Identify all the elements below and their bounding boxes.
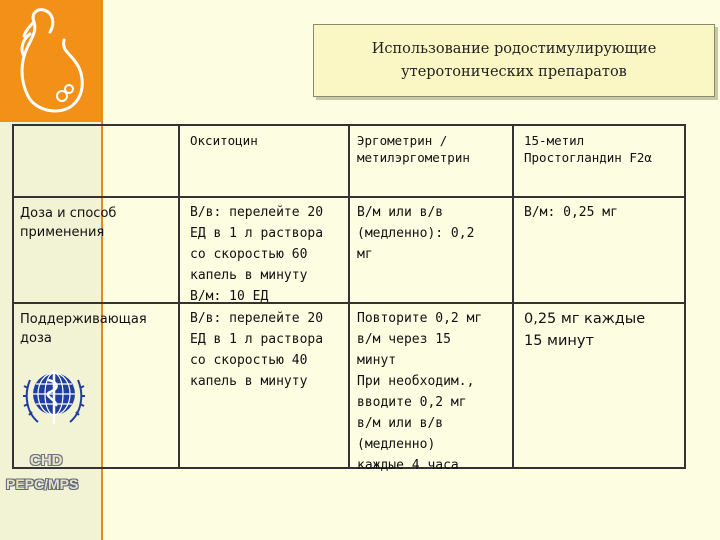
cell-line: в/м через 15: [357, 332, 451, 347]
cell-line: ЕД в 1 л раствора: [190, 226, 324, 241]
cell-maintenance-ergometrine: [357, 308, 482, 476]
cell-line: В/м или в/в: [357, 205, 444, 220]
title-line-1: Использование родостимулирующие: [371, 40, 657, 57]
header-oxytocin: Окситоцин: [190, 133, 258, 148]
cell-line: мг: [357, 247, 373, 262]
header-prostaglandin: [524, 132, 652, 166]
cell-maintenance-prostaglandin: [524, 308, 645, 352]
row-label-line: применения: [20, 225, 105, 240]
row-label-line: доза: [20, 331, 52, 346]
cell-dose-ergometrine: [357, 202, 474, 265]
cell-line: каждые 4 часа: [357, 458, 459, 473]
header-ergometrine-line: метилэргометрин: [357, 150, 470, 165]
cell-maintenance-oxytocin: [190, 308, 323, 392]
cell-line: В/в: перелейте 20: [190, 311, 324, 326]
header-prostaglandin-line: 15-метил: [524, 133, 585, 148]
table-divider: [14, 302, 684, 304]
header-ergometrine-line: Эргометрин /: [357, 133, 448, 148]
row-label-line: Поддерживающая: [20, 312, 147, 327]
cell-line: вводите 0,2 мг: [357, 395, 467, 410]
cell-line: Повторите 0,2 мг: [357, 311, 483, 326]
cell-line: В/в: перелейте 20: [190, 205, 324, 220]
cell-line: со скоростью 40: [190, 353, 308, 368]
row-label-line: Доза и способ: [20, 206, 117, 221]
cell-line: 0,25 мг каждые: [524, 311, 646, 327]
logo-box: [0, 0, 101, 122]
table-divider: [512, 126, 514, 467]
cell-line: капель в минуту: [190, 268, 308, 283]
header-ergometrine: [357, 132, 470, 166]
cell-line: (медленно): [357, 437, 436, 452]
cell-line: При необходим.,: [357, 374, 475, 389]
row-label-dose: [20, 204, 116, 242]
cell-line: капель в минуту: [190, 374, 308, 389]
cell-line: в/м или в/в: [357, 416, 444, 431]
header-prostaglandin-line: Простогландин F2α: [524, 150, 652, 165]
cell-dose-oxytocin: [190, 202, 323, 307]
table-divider: [178, 126, 180, 467]
table-divider: [14, 196, 684, 198]
cell-line: минут: [357, 353, 397, 368]
pregnant-figure-icon: [0, 0, 101, 122]
cell-line: В/м: 0,25 мг: [524, 205, 618, 220]
title-line-2: утеротонических препаратов: [401, 63, 627, 80]
page-title: [313, 24, 715, 97]
cell-line: В/м: 10 ЕД: [190, 289, 269, 304]
perc-label: PEPC/MPS: [6, 476, 79, 492]
chd-label: CHD: [30, 452, 63, 469]
row-label-maintenance: [20, 310, 147, 348]
cell-line: со скоростью 60: [190, 247, 308, 262]
cell-line: 15 минут: [524, 333, 594, 349]
cell-dose-prostaglandin: [524, 202, 618, 223]
cell-line: (медленно): 0,2: [357, 226, 475, 241]
cell-line: ЕД в 1 л раствора: [190, 332, 324, 347]
table-divider: [348, 126, 350, 467]
drug-table: [12, 124, 686, 473]
